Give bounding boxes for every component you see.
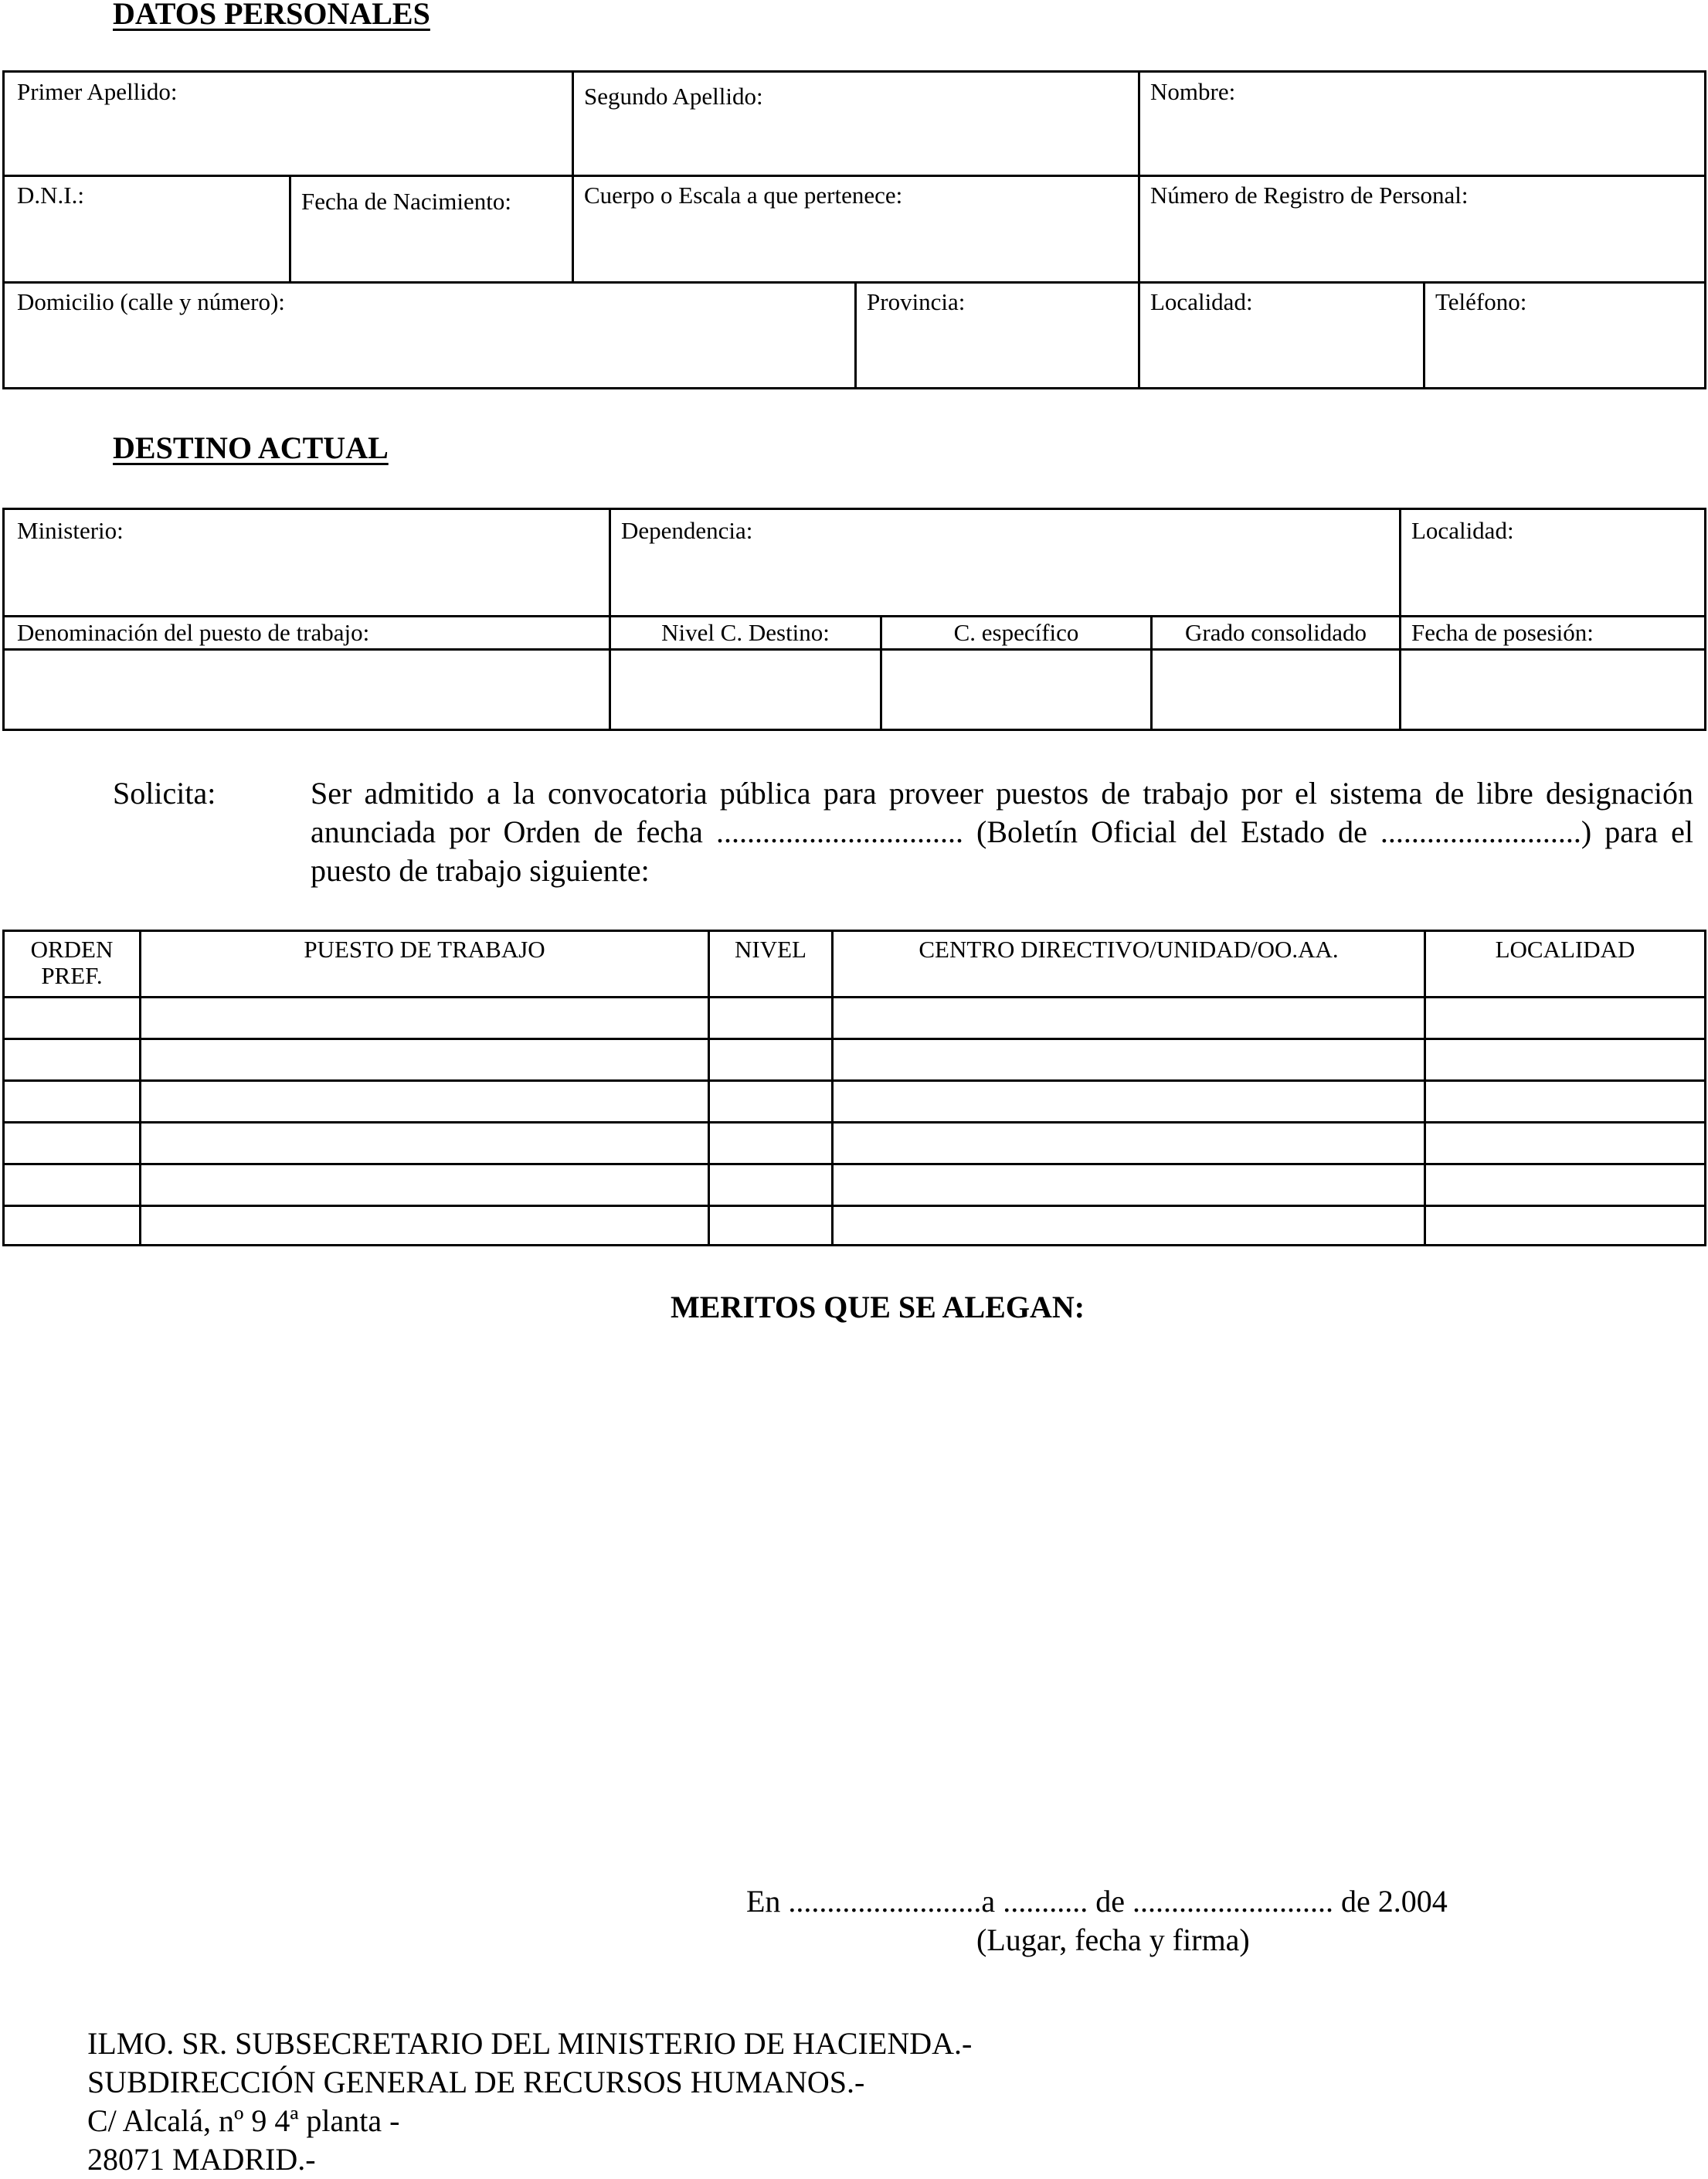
fecha-nacimiento-label: Fecha de Nacimiento: <box>301 188 512 215</box>
col-divider <box>1424 932 1426 1244</box>
nivel-destino-label: Nivel C. Destino: <box>661 619 830 646</box>
meritos-heading: MERITOS QUE SE ALEGAN: <box>671 1290 1085 1324</box>
col-divider <box>1138 175 1140 281</box>
col-divider <box>708 932 710 1244</box>
row-divider <box>5 648 1704 651</box>
solicita-text: Ser admitido a la convocatoria pública para proveer puestos de trabajo por el sistema de libre designación anunciada por Orden de fecha ................................ (Boletín Oficial del Estado de ..........................) para el puesto de trabajo siguiente: <box>311 776 1693 888</box>
row-divider <box>5 1205 1704 1207</box>
dependencia-label: Dependencia: <box>621 517 753 544</box>
orden-header-line1: ORDEN <box>30 936 114 963</box>
orden-header-line2: PREF. <box>41 962 103 990</box>
especifico-label: C. específico <box>953 619 1079 646</box>
orden-pref-header <box>5 937 139 989</box>
primer-apellido-label: Primer Apellido: <box>17 78 178 105</box>
row-divider <box>5 1079 1704 1082</box>
col-divider <box>572 175 574 281</box>
datos-personales-heading: DATOS PERSONALES <box>113 0 430 31</box>
provincia-label: Provincia: <box>867 288 966 315</box>
localidad-label: Localidad: <box>1150 288 1253 315</box>
col-divider <box>1399 510 1401 729</box>
grado-label: Grado consolidado <box>1184 619 1367 646</box>
cuerpo-escala-label: Cuerpo o Escala a que pertenece: <box>584 182 903 209</box>
localidad-header: LOCALIDAD <box>1495 936 1635 963</box>
nivel-header: NIVEL <box>735 936 806 963</box>
destino-localidad-label: Localidad: <box>1411 517 1514 544</box>
header-divider <box>5 996 1704 998</box>
col-divider <box>1138 281 1140 389</box>
fecha-posesion-label: Fecha de posesión: <box>1411 619 1594 646</box>
destinatario-line2: SUBDIRECCIÓN GENERAL DE RECURSOS HUMANOS.- <box>87 2065 865 2099</box>
denominacion-label: Denominación del puesto de trabajo: <box>17 619 370 646</box>
dni-label: D.N.I.: <box>17 182 84 209</box>
nombre-label: Nombre: <box>1150 78 1236 105</box>
row-divider <box>5 175 1704 177</box>
centro-header: CENTRO DIRECTIVO/UNIDAD/OO.AA. <box>919 936 1339 963</box>
destino-actual-heading: DESTINO ACTUAL <box>113 430 389 465</box>
destinatario-line3: C/ Alcalá, nº 9 4ª planta - <box>87 2103 400 2138</box>
destino-actual-table <box>2 508 1706 731</box>
puesto-header: PUESTO DE TRABAJO <box>304 936 545 963</box>
col-divider <box>1423 281 1425 389</box>
destinatario-line1: ILMO. SR. SUBSECRETARIO DEL MINISTERIO DE HACIENDA.- <box>87 2026 973 2061</box>
row-divider <box>5 615 1704 617</box>
datos-personales-table <box>2 70 1706 389</box>
firma-line: En .........................a ........... de .......................... de 2.004 <box>746 1884 1448 1919</box>
col-divider <box>139 932 141 1244</box>
col-divider <box>289 175 291 281</box>
row-divider <box>5 1038 1704 1040</box>
segundo-apellido-label: Segundo Apellido: <box>584 83 763 110</box>
col-divider <box>831 932 834 1244</box>
row-divider <box>5 1163 1704 1165</box>
col-divider <box>1138 73 1140 177</box>
domicilio-label: Domicilio (calle y número): <box>17 288 285 315</box>
destinatario-line4: 28071 MADRID.- <box>87 2142 316 2177</box>
col-divider <box>572 73 574 177</box>
nrp-label: Número de Registro de Personal: <box>1150 182 1469 209</box>
telefono-label: Teléfono: <box>1435 288 1527 315</box>
puestos-table <box>2 930 1706 1246</box>
solicita-label: Solicita: <box>113 776 216 811</box>
firma-caption: (Lugar, fecha y firma) <box>976 1922 1250 1957</box>
row-divider <box>5 1121 1704 1123</box>
col-divider <box>854 281 857 389</box>
ministerio-label: Ministerio: <box>17 517 124 544</box>
